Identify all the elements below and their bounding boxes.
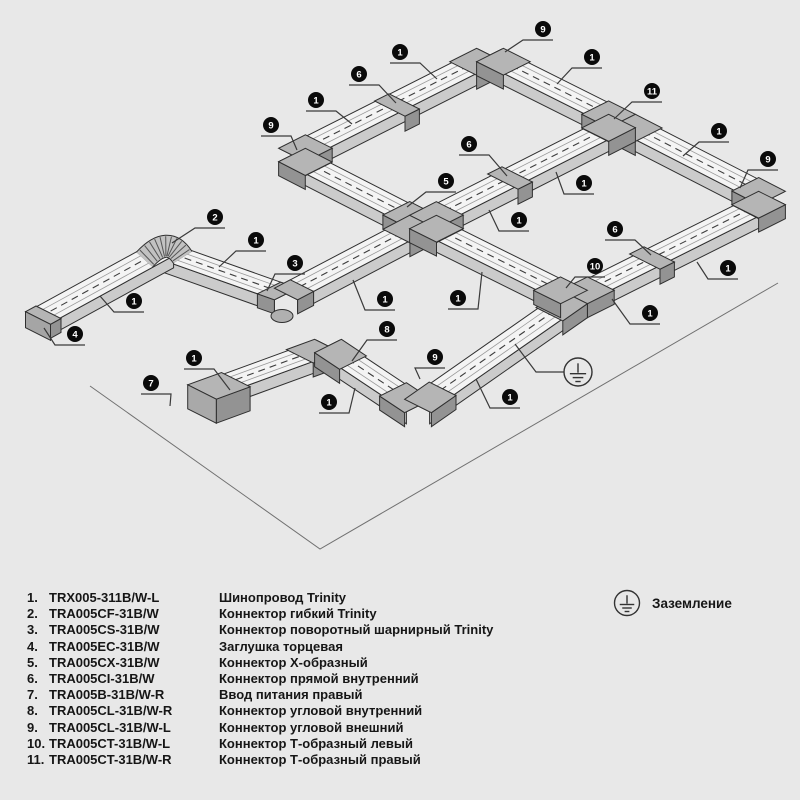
legend-num: 3. (27, 622, 38, 638)
callout-number: 1 (382, 294, 388, 306)
legend-desc: Коннектор прямой внутренний (219, 671, 419, 687)
legend-item (27, 687, 587, 703)
callout-number: 1 (131, 296, 137, 308)
legend-code: TRA005CL-31B/W-L (49, 719, 171, 735)
legend-num: 11. (27, 752, 45, 768)
legend-code: TRA005CL-31B/W-R (49, 703, 173, 719)
callout-number: 9 (540, 24, 546, 36)
legend-item (27, 639, 587, 655)
callout-9 (505, 21, 553, 52)
callout-number: 6 (466, 139, 472, 151)
callout-number: 6 (356, 69, 362, 81)
legend-num: 5. (27, 654, 38, 670)
legend-code: TRA005CT-31B/W-R (49, 752, 172, 768)
callout-number: 2 (212, 212, 218, 224)
legend-num: 10. (27, 735, 46, 751)
callout-1 (353, 280, 395, 310)
callout-7 (141, 375, 171, 406)
callout-1 (489, 210, 529, 231)
legend-code: TRA005EC-31B/W (49, 638, 160, 654)
callout-number: 8 (384, 324, 390, 336)
legend-num: 8. (27, 703, 38, 719)
legend-item (27, 606, 587, 622)
callout-number: 1 (397, 47, 403, 59)
callout-number: 4 (72, 329, 78, 341)
legend-code: TRA005CF-31B/W (49, 606, 159, 622)
legend-desc: Коннектор Т-образный левый (219, 735, 413, 751)
legend-item (27, 752, 587, 768)
legend-item (27, 703, 587, 719)
callout-number: 7 (148, 378, 154, 390)
callout-number: 11 (646, 86, 658, 98)
callout-number: 1 (313, 95, 319, 107)
callout-number: 1 (581, 178, 587, 190)
legend-code: TRA005CI-31B/W (49, 671, 155, 687)
callout-number: 1 (725, 263, 731, 275)
legend-desc: Ввод питания правый (219, 687, 363, 703)
legend-num: 9. (27, 719, 38, 735)
ground-legend (613, 589, 732, 617)
legend-item (27, 720, 587, 736)
legend-num: 6. (27, 671, 38, 687)
legend-code: TRX005-311B/W-L (49, 590, 160, 605)
callout-number: 9 (765, 154, 771, 166)
callout-1 (557, 49, 602, 84)
callout-1 (697, 260, 738, 279)
callout-number: 1 (516, 215, 522, 227)
callout-number: 3 (292, 258, 298, 270)
legend-item (27, 622, 587, 638)
legend-code: TRA005CS-31B/W (49, 622, 160, 638)
callout-number: 10 (589, 261, 601, 273)
legend-num: 4. (27, 638, 38, 654)
legend-num: 2. (27, 606, 38, 622)
legend-desc: Коннектор поворотный шарнирный Trinity (219, 622, 494, 638)
legend-desc: Коннектор угловой внутренний (219, 703, 423, 719)
callout-1 (219, 232, 266, 267)
legend-code: TRA005CX-31B/W (49, 654, 160, 670)
parts-legend (27, 590, 587, 768)
swivel-hinge-disc (271, 310, 293, 323)
callout-number: 9 (432, 352, 438, 364)
callout-leader (505, 40, 553, 52)
callout-number: 1 (455, 293, 461, 305)
callout-number: 5 (443, 176, 449, 188)
legend-desc: Шинопровод Trinity (219, 590, 347, 605)
legend-num: 7. (27, 687, 38, 703)
legend-desc: Коннектор гибкий Trinity (219, 606, 377, 622)
callout-1 (612, 299, 660, 324)
legend-desc: Коннектор угловой внешний (219, 719, 404, 735)
callout-number: 1 (253, 235, 259, 247)
ground-symbol-icon (613, 589, 641, 617)
callout-number: 9 (268, 120, 274, 132)
ground-label: Заземление (652, 595, 732, 611)
legend-item (27, 736, 587, 752)
callout-number: 1 (507, 392, 513, 404)
legend-code: TRA005B-31B/W-R (49, 687, 165, 703)
legend-item (27, 655, 587, 671)
legend-desc: Коннектор X-образный (219, 654, 368, 670)
callout-9 (415, 349, 445, 379)
callout-1 (448, 272, 482, 309)
legend-item (27, 590, 587, 606)
callout-leader (141, 394, 171, 406)
callout-2 (172, 209, 225, 243)
legend-desc: Заглушка торцевая (219, 638, 343, 654)
legend-code: TRA005CT-31B/W-L (49, 735, 171, 751)
legend-item (27, 671, 587, 687)
legend-desc: Коннектор Т-образный правый (219, 752, 421, 768)
callout-number: 6 (612, 224, 618, 236)
callout-number: 1 (589, 52, 595, 64)
callout-number: 1 (191, 353, 197, 365)
callout-1 (319, 388, 355, 413)
callout-number: 1 (326, 397, 332, 409)
callout-number: 1 (647, 308, 653, 320)
legend-num: 1. (27, 590, 38, 605)
callout-number: 1 (716, 126, 722, 138)
